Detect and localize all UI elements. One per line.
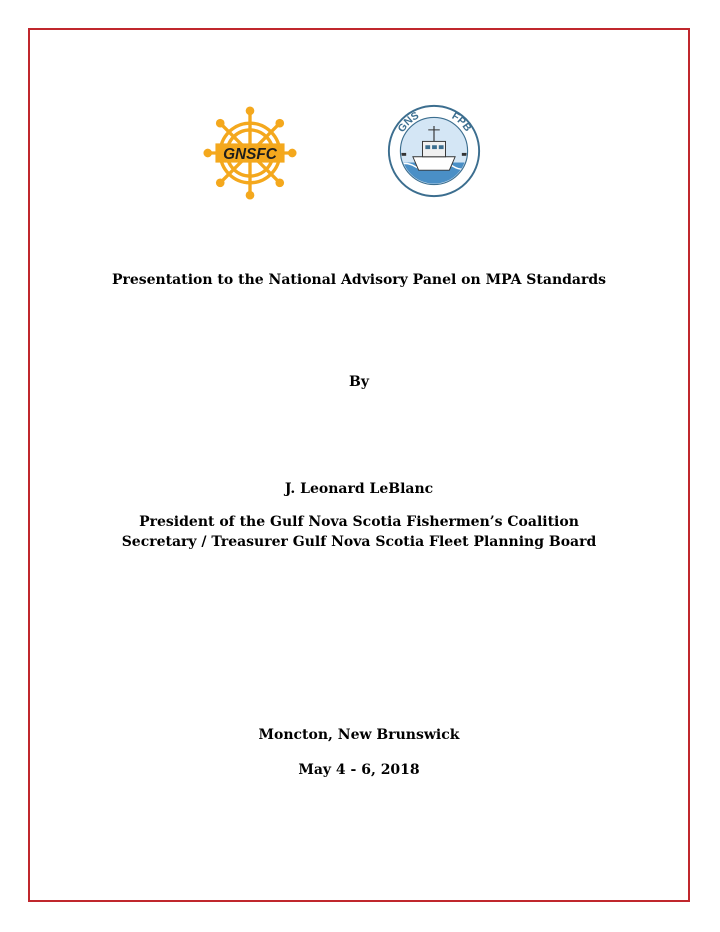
- presentation-location: Moncton, New Brunswick: [258, 727, 460, 743]
- seal-text-left: GNS: [395, 109, 422, 135]
- author-role-president: President of the Gulf Nova Scotia Fishermen’s Coalition: [139, 514, 579, 530]
- by-label: By: [349, 374, 369, 390]
- gns-fpb-seal-logo: [386, 103, 482, 199]
- author-name: J. Leonard LeBlanc: [284, 481, 434, 497]
- presentation-date: May 4 - 6, 2018: [298, 762, 420, 778]
- document-title: Presentation to the National Advisory Panel on MPA Standards: [111, 272, 607, 288]
- seal-text-right: FPB: [449, 110, 474, 134]
- author-role-secretary: Secretary / Treasurer Gulf Nova Scotia Fleet Planning Board: [121, 534, 597, 550]
- gnsfc-wheel-logo: [202, 105, 298, 201]
- gnsfc-logo-text: GNSFC: [223, 145, 277, 163]
